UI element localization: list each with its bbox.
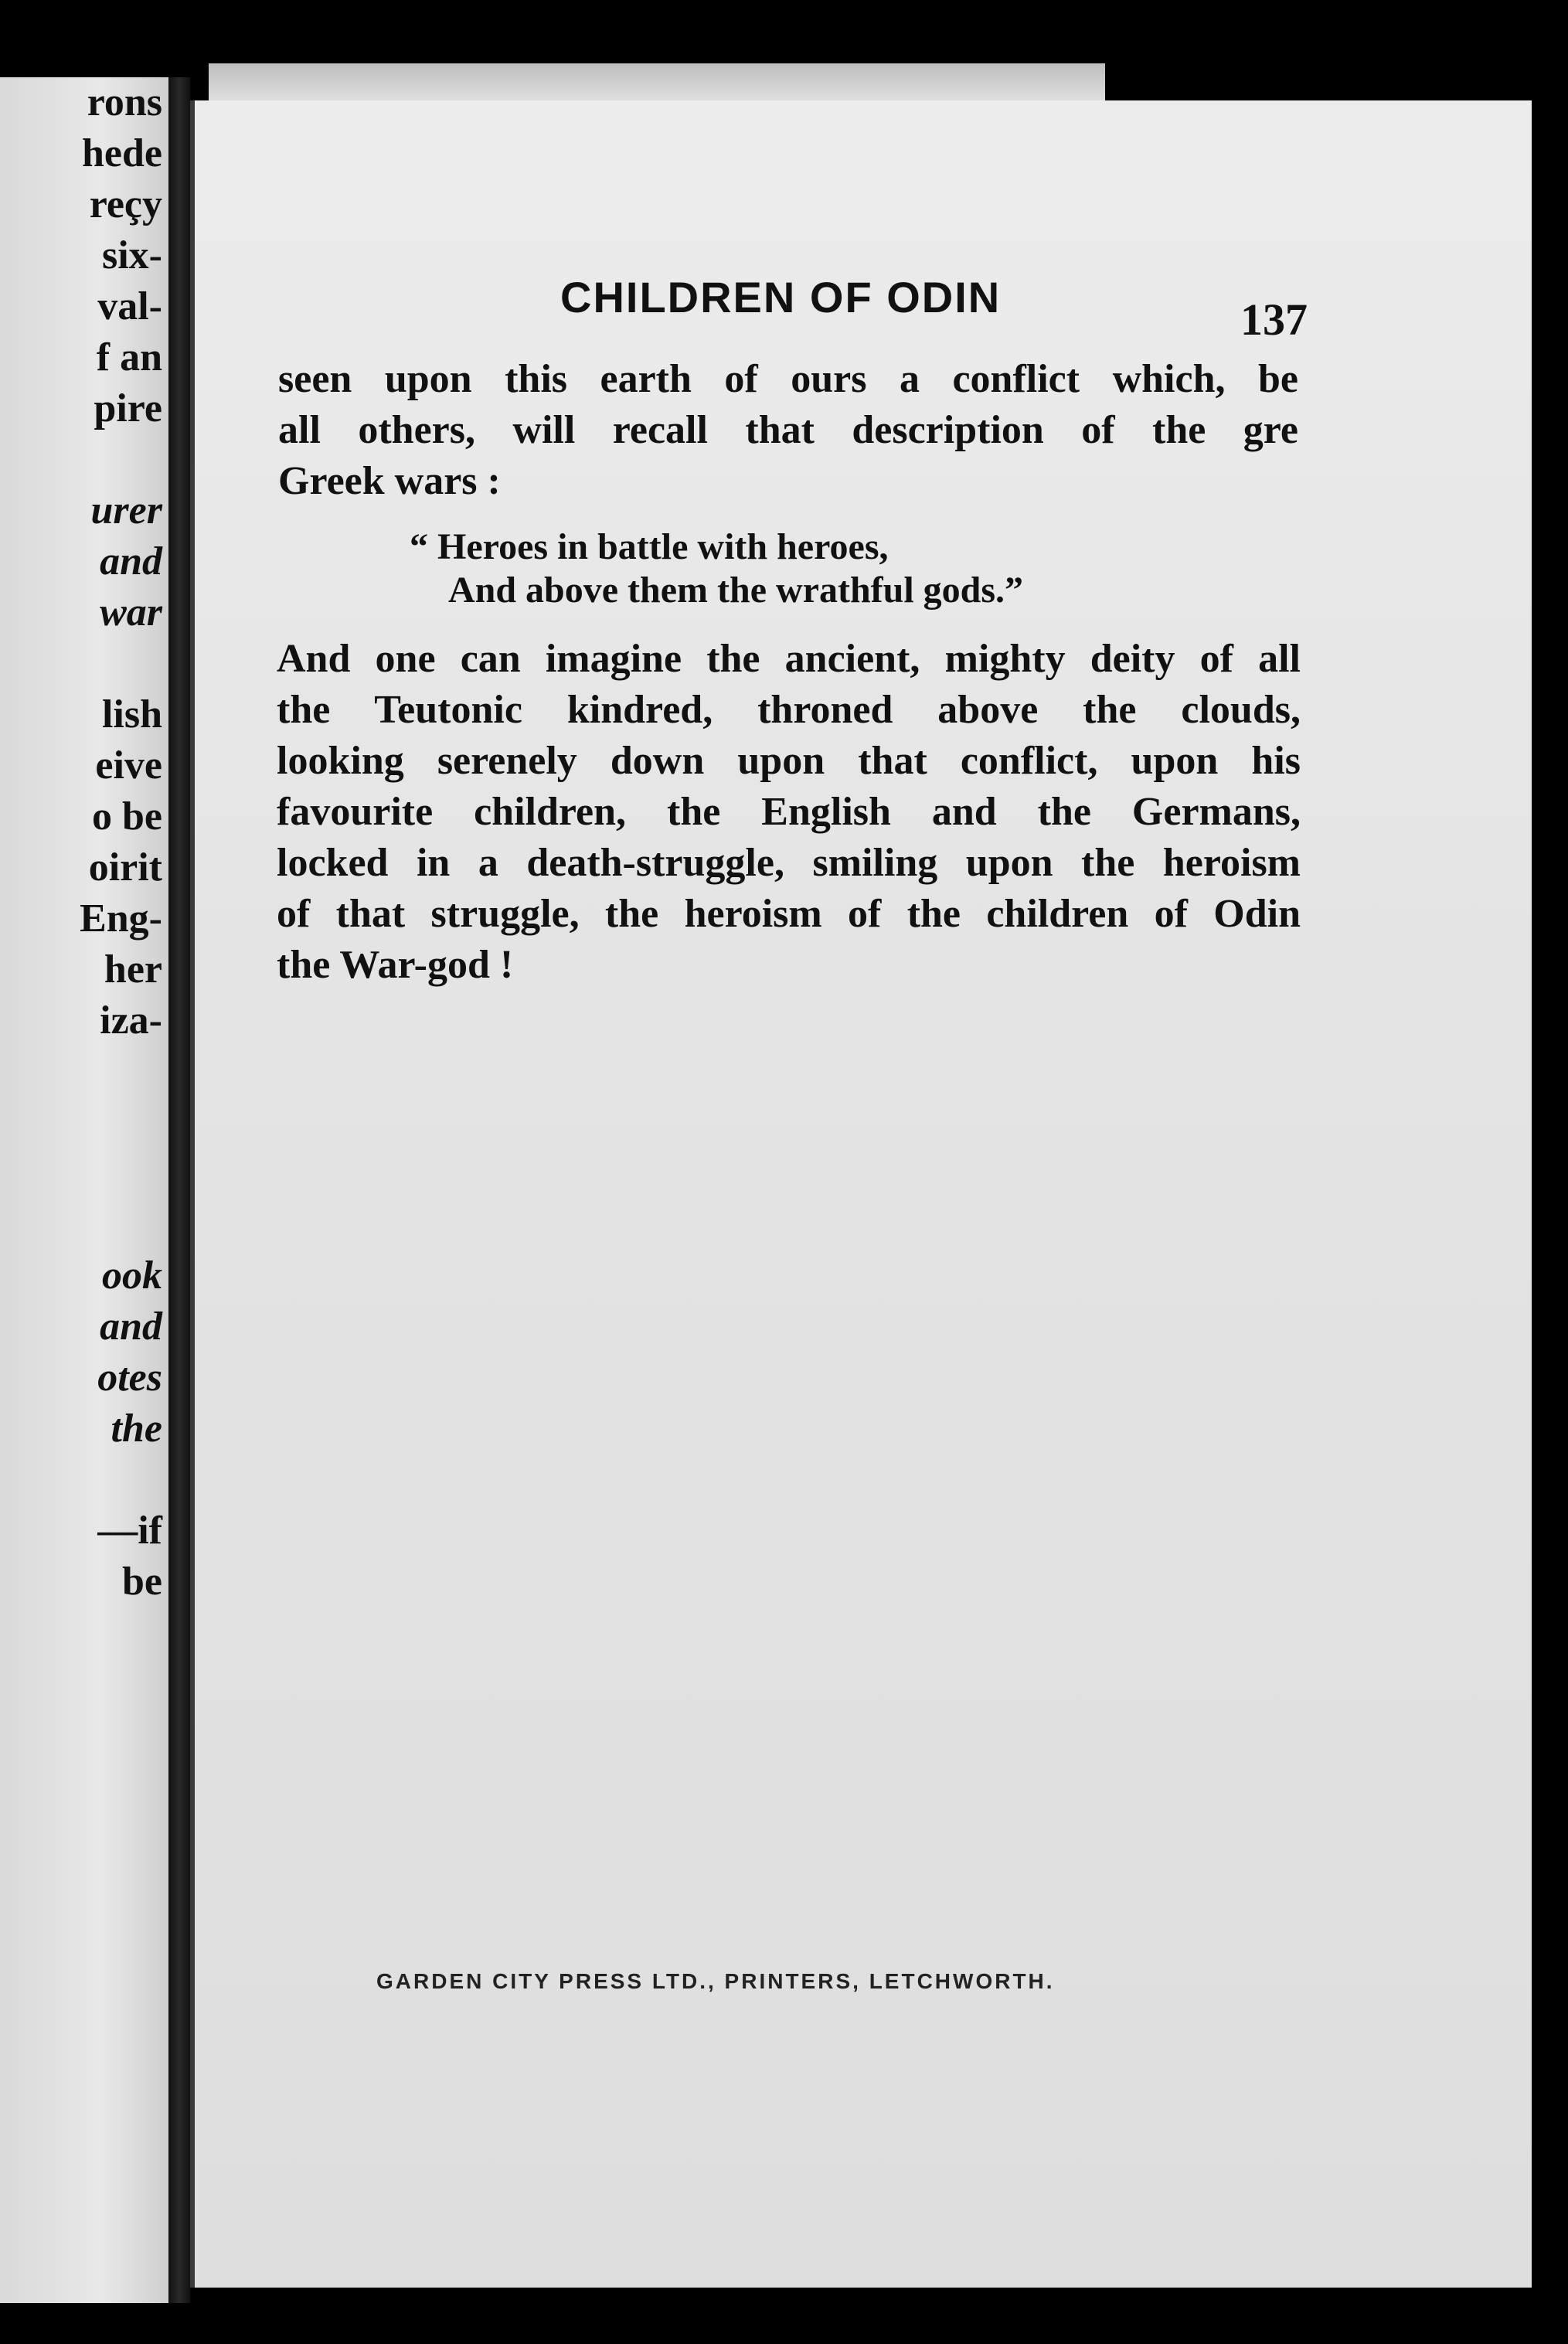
paragraph-line: the War-god ! — [277, 943, 514, 987]
left-page-text — [0, 77, 162, 1607]
left-page-line: iza- — [100, 998, 162, 1043]
page-gutter — [168, 77, 190, 2303]
left-page-line — [0, 1046, 162, 1097]
paragraph-1 — [278, 354, 1298, 507]
paragraph-line: And one can imagine the ancient, mighty deity of all — [277, 637, 1301, 681]
left-page-line — [0, 1097, 162, 1148]
paragraph-2 — [277, 634, 1301, 991]
left-page-line — [0, 638, 162, 689]
printer-imprint: GARDEN CITY PRESS LTD., PRINTERS, LETCHWORTH. — [376, 1969, 1055, 1993]
left-page-line: be — [122, 1560, 162, 1604]
left-page-line: her — [104, 947, 162, 992]
running-head: CHILDREN OF ODIN — [560, 273, 1002, 321]
left-page-line — [0, 1199, 162, 1250]
left-page-line — [0, 1148, 162, 1199]
left-page-line: val- — [97, 284, 162, 328]
page-top-edge — [209, 63, 1105, 102]
paragraph-line: looking serenely down upon that conflict, upon his — [277, 739, 1301, 783]
page-number: 137 — [1240, 294, 1308, 345]
paragraph-line: of that struggle, the heroism of the children of Odin — [277, 892, 1301, 936]
left-page-line — [0, 1454, 162, 1505]
paragraph-line: all others, will recall that description of the gre — [278, 408, 1298, 452]
left-page-line: rons — [87, 80, 162, 124]
paragraph-line: seen upon this earth of ours a conflict which, be — [278, 357, 1298, 401]
paragraph-line: favourite children, the English and the Germans, — [277, 790, 1301, 834]
left-page-line: and — [100, 1305, 162, 1349]
left-page-line: oirit — [88, 845, 162, 890]
left-page-line: pire — [94, 386, 162, 430]
left-page-line: lish — [101, 692, 162, 737]
left-page-line: urer — [90, 488, 162, 532]
left-page-line: reçy — [89, 182, 162, 226]
left-page-line: war — [100, 590, 162, 634]
left-facing-page — [0, 77, 168, 2303]
left-page-line: the — [111, 1407, 162, 1451]
verse-quote — [410, 526, 1023, 612]
left-page-line: f an — [96, 335, 162, 379]
left-page-line: o be — [92, 794, 162, 839]
left-page-line: —if — [97, 1509, 162, 1553]
paragraph-line: the Teutonic kindred, throned above the clouds, — [277, 688, 1301, 732]
left-page-line: Eng- — [80, 896, 162, 941]
left-page-line: hede — [82, 131, 162, 175]
left-page-line: otes — [97, 1356, 162, 1400]
left-page-line — [0, 434, 162, 485]
left-page-line: six- — [102, 233, 162, 277]
paragraph-line: Greek wars : — [278, 459, 501, 503]
left-page-line: ook — [102, 1254, 162, 1298]
verse-line: “ Heroes in battle with heroes, — [410, 526, 889, 567]
verse-line: And above them the wrathful gods.” — [448, 570, 1024, 611]
paragraph-line: locked in a death-struggle, smiling upon the heroism — [277, 841, 1301, 885]
left-page-line: eive — [95, 743, 162, 788]
left-page-line: and — [100, 539, 162, 583]
